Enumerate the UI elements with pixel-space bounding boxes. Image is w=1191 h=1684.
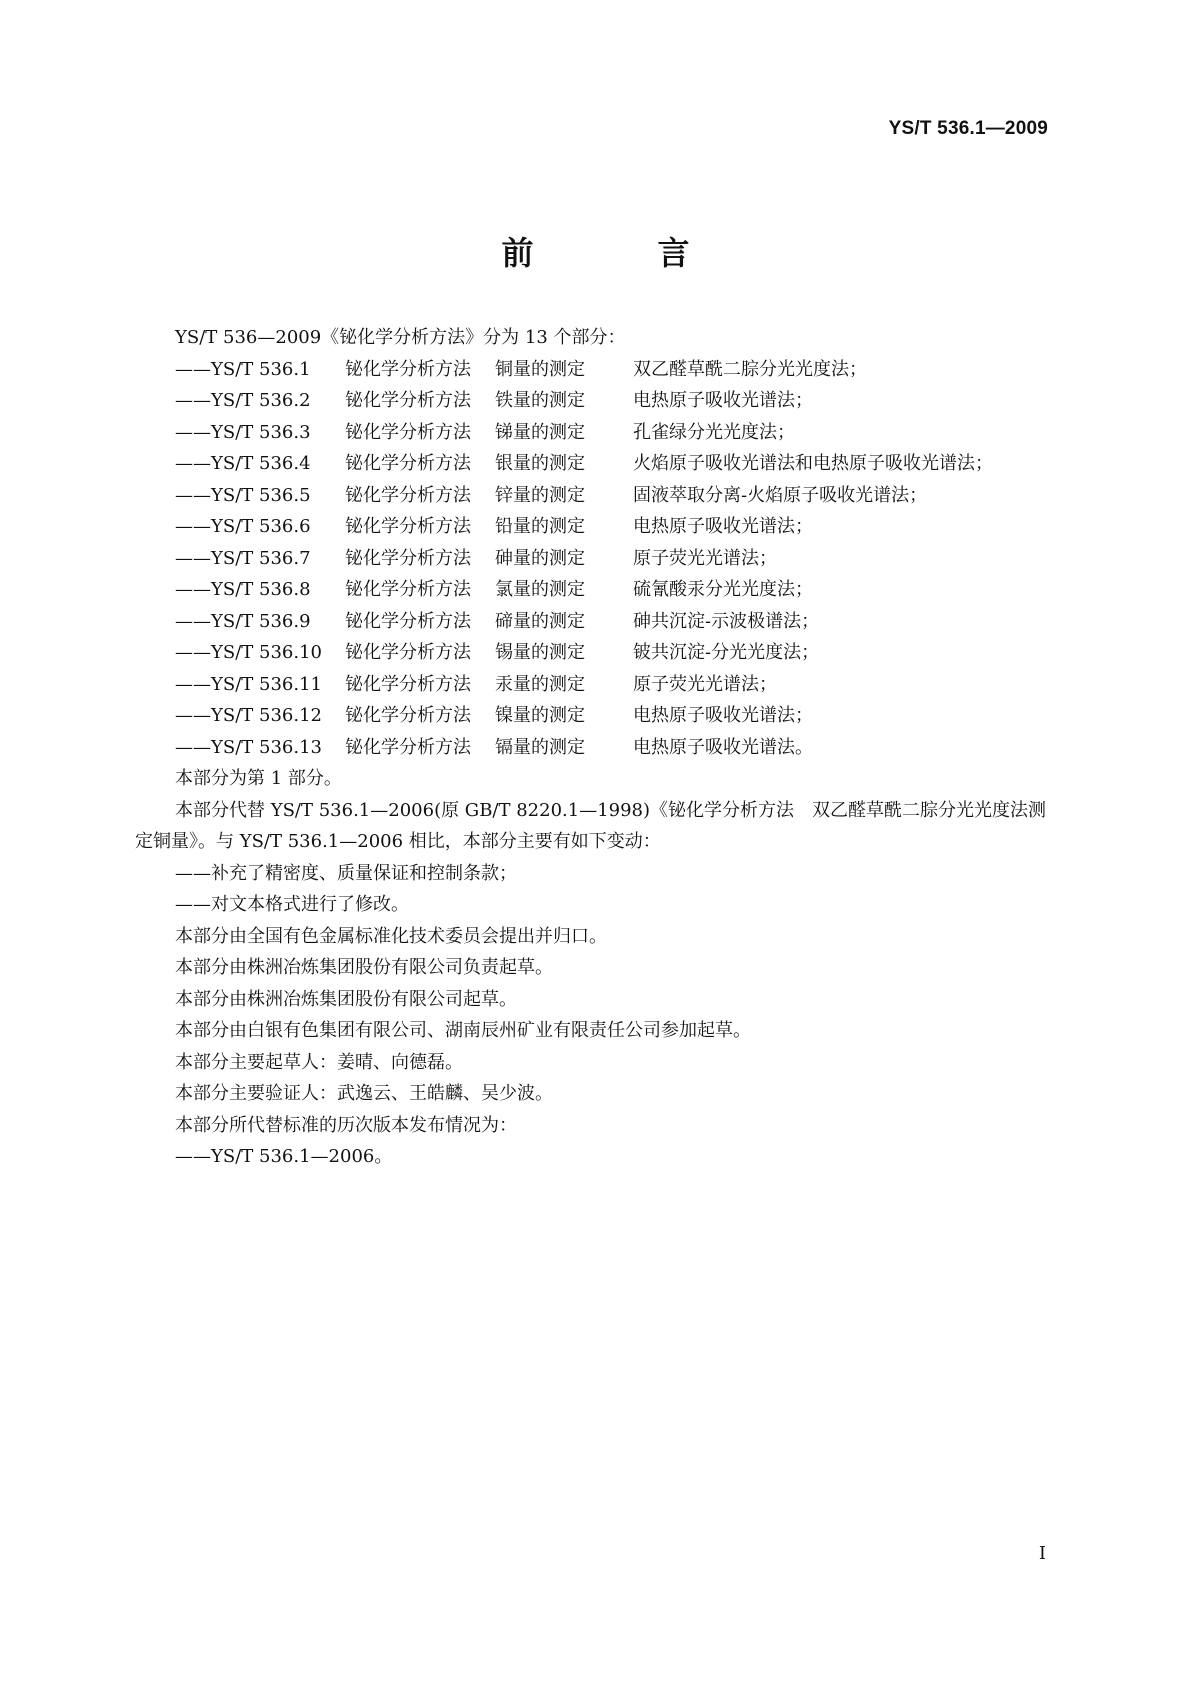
- part-method: 铋化学分析方法: [345, 705, 471, 726]
- part-code: ——YS/T 536.8: [175, 579, 311, 600]
- part-item-1: [135, 354, 1060, 386]
- part-element: 镍量的测定: [495, 705, 585, 726]
- part-code: ——YS/T 536.7: [175, 547, 311, 569]
- part-element: 碲量的测定: [495, 610, 585, 632]
- part-code: ——YS/T 536.5: [175, 484, 311, 506]
- part-technique: 电热原子吸收光谱法。: [633, 736, 813, 758]
- part-element: 砷量的测定: [495, 547, 585, 569]
- statement-line: 本部分由白银有色集团有限公司、湖南辰州矿业有限责任公司参加起草。: [175, 1020, 751, 1041]
- part-element: 铅量的测定: [495, 516, 585, 537]
- part-element: 锌量的测定: [495, 484, 585, 506]
- history-item: ——YS/T 536.1—2006。: [175, 1146, 393, 1167]
- history-intro-line: 本部分所代替标准的历次版本发布情况为：: [175, 1114, 517, 1136]
- part-item-3: [135, 417, 1060, 449]
- part-code: ——YS/T 536.4: [175, 453, 311, 474]
- part-item-2: [135, 385, 1060, 417]
- part-technique: 铍共沉淀-分光光度法；: [633, 642, 820, 663]
- change-item: ——对文本格式进行了修改。: [175, 894, 409, 915]
- part-element: 镉量的测定: [495, 736, 585, 758]
- part-element: 银量的测定: [495, 453, 585, 474]
- part-code: ——YS/T 536.3: [175, 421, 311, 443]
- parts-list: [135, 354, 1060, 764]
- statement-line: 本部分由全国有色金属标准化技术委员会提出并归口。: [175, 925, 607, 947]
- part-technique: 原子荧光光谱法；: [633, 673, 777, 695]
- part-code: ——YS/T 536.13: [175, 736, 322, 758]
- part-element: 氯量的测定: [495, 579, 585, 600]
- part-item-11: [135, 669, 1060, 701]
- part-method: 铋化学分析方法: [345, 484, 471, 506]
- page-number: I: [1038, 1543, 1046, 1564]
- part-element: 铜量的测定: [495, 358, 585, 380]
- drafters-line: 本部分主要起草人：姜晴、向德磊。: [175, 1051, 463, 1073]
- part-method: 铋化学分析方法: [345, 579, 471, 600]
- part-item-4: [135, 448, 1060, 480]
- this-part-line: 本部分为第 1 部分。: [175, 768, 342, 789]
- intro-line: YS/T 536—2009《铋化学分析方法》分为 13 个部分：: [175, 327, 626, 348]
- part-method: 铋化学分析方法: [345, 421, 471, 443]
- part-method: 铋化学分析方法: [345, 358, 471, 380]
- part-code: ——YS/T 536.6: [175, 516, 311, 537]
- part-element: 铁量的测定: [495, 390, 585, 411]
- verifiers-line: 本部分主要验证人：武逸云、王皓麟、吴少波。: [175, 1083, 553, 1104]
- part-code: ——YS/T 536.11: [175, 673, 322, 695]
- change-item: ——补充了精密度、质量保证和控制条款；: [175, 862, 517, 884]
- part-item-12: [135, 700, 1060, 732]
- part-code: ——YS/T 536.12: [175, 705, 322, 726]
- part-code: ——YS/T 536.2: [175, 390, 311, 411]
- part-item-10: [135, 637, 1060, 669]
- part-technique: 双乙醛草酰二腙分光光度法；: [633, 358, 867, 380]
- part-technique: 原子荧光光谱法；: [633, 547, 777, 569]
- part-code: ——YS/T 536.1: [175, 358, 311, 380]
- part-item-8: [135, 574, 1060, 606]
- part-code: ——YS/T 536.10: [175, 642, 322, 663]
- part-method: 铋化学分析方法: [345, 610, 471, 632]
- part-method: 铋化学分析方法: [345, 516, 471, 537]
- part-element: 锑量的测定: [495, 421, 585, 443]
- part-method: 铋化学分析方法: [345, 673, 471, 695]
- part-element: 汞量的测定: [495, 673, 585, 695]
- part-item-7: [135, 543, 1060, 575]
- part-technique: 硫氰酸汞分光光度法；: [633, 579, 813, 600]
- replaces-paragraph: 本部分代替 YS/T 536.1—2006(原 GB/T 8220.1—1998)《铋化学分析方法 双乙醛草酰二腙分光光度法测定铜量》。与 YS/T 536.1—2006 相比，本部分主要有如下变动：: [135, 799, 1047, 852]
- part-technique: 砷共沉淀-示波极谱法；: [633, 610, 820, 632]
- part-item-9: [135, 606, 1060, 638]
- part-code: ——YS/T 536.9: [175, 610, 311, 632]
- part-item-6: [135, 511, 1060, 543]
- part-technique: 电热原子吸收光谱法；: [633, 705, 813, 726]
- part-method: 铋化学分析方法: [345, 642, 471, 663]
- foreword-body: [135, 322, 1060, 1173]
- part-method: 铋化学分析方法: [345, 390, 471, 411]
- part-technique: 孔雀绿分光光度法；: [633, 421, 795, 443]
- part-method: 铋化学分析方法: [345, 736, 471, 758]
- part-method: 铋化学分析方法: [345, 547, 471, 569]
- part-item-13: [135, 732, 1060, 764]
- part-item-5: [135, 480, 1060, 512]
- part-technique: 火焰原子吸收光谱法和电热原子吸收光谱法；: [633, 453, 993, 474]
- part-element: 锡量的测定: [495, 642, 585, 663]
- part-technique: 电热原子吸收光谱法；: [633, 516, 813, 537]
- page-title: 前 言: [501, 234, 736, 272]
- part-technique: 电热原子吸收光谱法；: [633, 390, 813, 411]
- statement-line: 本部分由株洲冶炼集团股份有限公司负责起草。: [175, 957, 553, 978]
- part-technique: 固液萃取分离-火焰原子吸收光谱法；: [633, 484, 928, 506]
- statement-line: 本部分由株洲冶炼集团股份有限公司起草。: [175, 988, 517, 1010]
- document-code: YS/T 536.1—2009: [888, 118, 1048, 139]
- part-method: 铋化学分析方法: [345, 453, 471, 474]
